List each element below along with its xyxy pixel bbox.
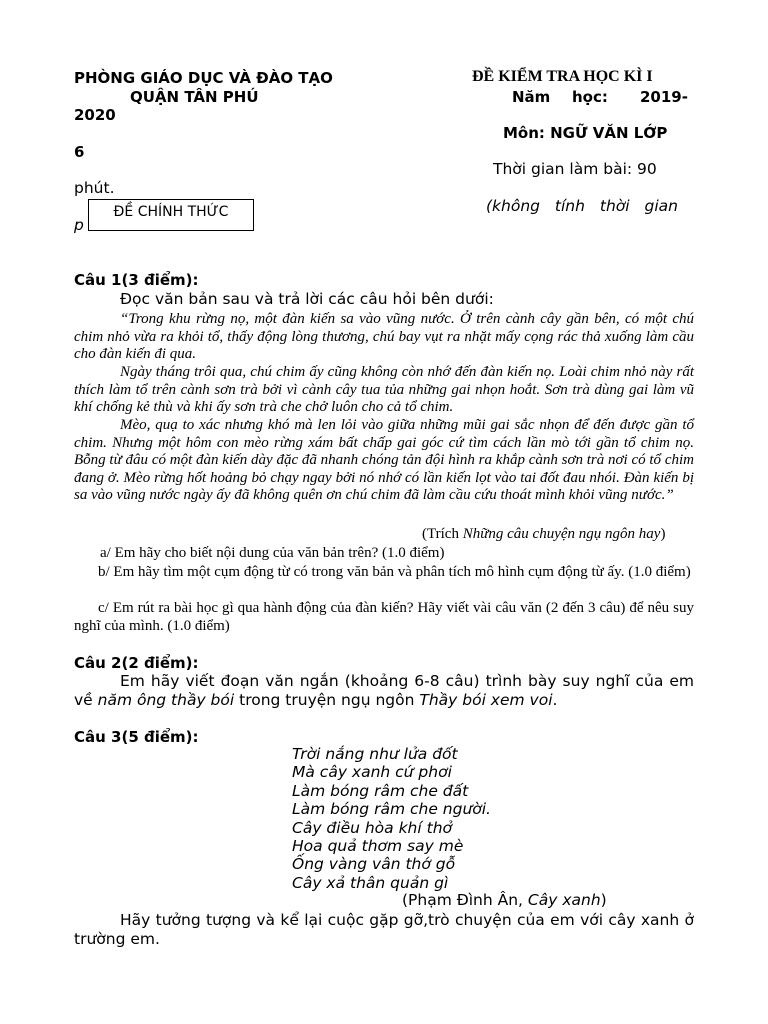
question-1a: a/ Em hãy cho biết nội dung của văn bản trên? (1.0 điểm) [100, 545, 445, 561]
official-exam-box [88, 199, 254, 231]
poem-line: Làm bóng râm che đất [292, 781, 469, 800]
poem-title: Cây xanh [527, 891, 601, 909]
school-year-label: Năm [512, 88, 551, 106]
district-name: QUẬN TÂN PHÚ [130, 88, 259, 106]
passage-paragraph-1: “Trong khu rừng nọ, một đàn kiến sa vào vũng nước. Ở trên cành cây gần bên, có một chú chim nhỏ vừa ra khỏi tổ, thấy động lòng thương, chú bay vụt ra nhặt mấy cọng rác thả xuống làm cầu cho đàn kiến đi qua. [74, 311, 694, 362]
question-3-task: Hãy tưởng tượng và kể lại cuộc gặp gỡ,trò chuyện của em với cây xanh ở trường em. [74, 911, 694, 948]
official-exam-label: ĐỀ CHÍNH THỨC [113, 204, 229, 220]
q2-story-title: Thầy bói xem voi [419, 691, 553, 709]
q2-text-a: Em hãy viết đoạn văn ngắn (khoảng 6-8 câu) trình bày suy nghĩ của em về [74, 672, 694, 709]
school-year-start: 2019- [640, 88, 688, 106]
source-suffix: ) [660, 526, 666, 542]
question-1b: b/ Em hãy tìm một cụm động từ có trong văn bản và phân tích mô hình cụm động từ ấy. (1.0 điểm) [98, 564, 691, 580]
question-3-title: Câu 3(5 điểm): [74, 728, 199, 746]
attribution-prefix: (Phạm Đình Ân, [402, 891, 528, 909]
poem-attribution [402, 891, 607, 909]
grade-number: 6 [74, 143, 85, 161]
q2-subject-figures: năm ông thầy bói [97, 691, 235, 709]
poem-line: Cây xả thân quản gì [292, 873, 449, 892]
poem-line: Mà cây xanh cứ phơi [292, 763, 452, 782]
exam-title: ĐỀ KIỂM TRA HỌC KÌ I [472, 68, 653, 85]
passage-source [422, 526, 665, 543]
poem-line: Hoa quả thơm say mè [292, 837, 464, 856]
time-note: (không tính thời gian [486, 197, 678, 215]
poem-line: Ống vàng vân thớ gỗ [292, 855, 456, 874]
passage-paragraph-2: Ngày tháng trôi qua, chú chim ấy cũng không còn nhớ đến đàn kiến nọ. Loài chim nhỏ này rất thích làm tổ trên cành sơn trà bởi vì cành cây tua tủa những gai nhọn hoắt. Sơn trà dùng gai làm vũ khí chống kẻ thù và khi ấy sơn trà che chở luôn cho cả tổ chim. [74, 364, 694, 415]
poem-line: Cây điều hòa khí thở [292, 818, 453, 837]
time-unit: phút. [74, 179, 115, 197]
question-1c: c/ Em rút ra bài học gì qua hành động của đàn kiến? Hãy viết vài câu văn (2 đến 3 câu) để nêu suy nghĩ của mình. (1.0 điểm) [74, 600, 694, 634]
poem-line: Trời nắng như lửa đốt [292, 745, 458, 763]
question-1-title: Câu 1(3 điểm): [74, 271, 199, 289]
q2-text-c: trong truyện ngụ ngôn [234, 691, 420, 709]
passage-paragraph-3: Mèo, quạ to xác nhưng khó mà len lỏi vào giữa những mũi gai sắc nhọn để đến được gần tổ chim. Nhưng một hôm con mèo rừng xám bất chấp gai góc cứ tìm cách lần mò tới gần tổ chim nọ. Bỗng từ đâu có một đàn kiến dày đặc đã nhanh chóng tản đội hình ra khắp cành sơn trà nơi có tổ chim đang ở. Mèo rừng hốt hoảng bỏ chạy ngay bởi nó nhớ có lần kiến lọt vào tai đốt đau nhói. Đàn kiến bị sa vào vũng nước ngày ấy đã không quên ơn chú chim đã làm cầu cứu thoát mình khỏi vũng nước.” [74, 417, 694, 503]
attribution-suffix: ) [600, 891, 607, 909]
time-label: Thời gian làm bài: 90 [493, 160, 657, 178]
source-prefix: (Trích [422, 526, 463, 542]
school-year-end: 2020 [74, 106, 116, 124]
question-2-title: Câu 2(2 điểm): [74, 654, 199, 672]
time-note-continued: p [74, 216, 84, 234]
question-2-text [74, 672, 694, 710]
question-1-instruction: Đọc văn bản sau và trả lời các câu hỏi bên dưới: [120, 290, 494, 308]
q2-text-e: . [552, 691, 558, 709]
department-name: PHÒNG GIÁO DỤC VÀ ĐÀO TẠO [74, 69, 333, 87]
subject-label: Môn: NGỮ VĂN LỚP [503, 124, 668, 142]
school-year-label-2: học: [572, 88, 608, 106]
source-title: Những câu chuyện ngụ ngôn hay [462, 526, 661, 542]
poem-line: Làm bóng râm che người. [292, 800, 491, 819]
poem [292, 745, 491, 892]
